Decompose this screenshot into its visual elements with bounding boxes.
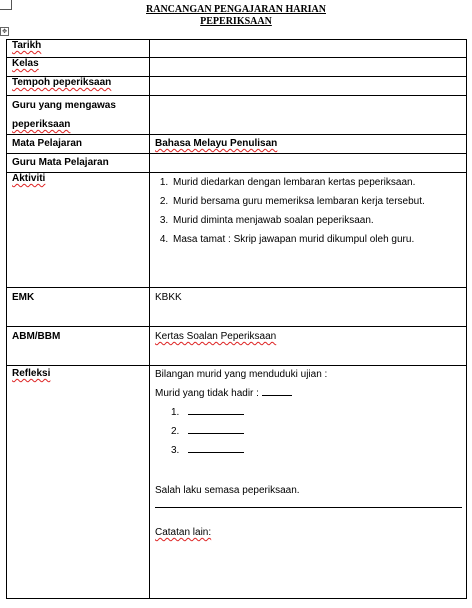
activity-item: 4. Masa tamat : Skrip jawapan murid dikumpul oleh guru. bbox=[171, 230, 466, 249]
value-tarikh[interactable] bbox=[150, 40, 467, 58]
row-tempoh bbox=[7, 77, 467, 96]
murid-tidak-hadir-text: Murid yang tidak hadir : bbox=[155, 384, 466, 403]
salah-laku-write-line[interactable] bbox=[155, 500, 462, 508]
absent-list bbox=[155, 403, 466, 460]
document-title: RANCANGAN PENGAJARAN HARIAN bbox=[146, 4, 326, 15]
activity-item: 3. Murid diminta menjawab soalan peperiksaan. bbox=[171, 211, 466, 230]
label-refleksi: Refleksi bbox=[7, 366, 150, 599]
activity-item: 2. Murid bersama guru memeriksa lembaran kerja tersebut. bbox=[171, 192, 466, 211]
label-tarikh: Tarikh bbox=[7, 40, 150, 58]
label-kelas: Kelas bbox=[7, 58, 150, 77]
bilangan-murid-text: Bilangan murid yang menduduki ujian : bbox=[155, 369, 328, 380]
label-abm: ABM/BBM bbox=[7, 327, 150, 366]
document-subtitle: PEPERIKSAAN bbox=[200, 16, 272, 27]
value-mata-pelajaran[interactable]: Bahasa Melayu Penulisan bbox=[150, 135, 467, 154]
row-kelas bbox=[7, 58, 467, 77]
row-emk bbox=[7, 288, 467, 327]
value-kelas[interactable] bbox=[150, 58, 467, 77]
lesson-plan-table bbox=[6, 39, 467, 599]
row-aktiviti bbox=[7, 173, 467, 288]
label-emk: EMK bbox=[7, 288, 150, 327]
label-guru-mp: Guru Mata Pelajaran bbox=[7, 154, 150, 173]
value-guru-awas[interactable] bbox=[150, 96, 467, 135]
activity-list bbox=[155, 173, 466, 249]
value-abm[interactable]: Kertas Soalan Peperiksaan bbox=[150, 327, 467, 366]
row-abm bbox=[7, 327, 467, 366]
row-guru-awas bbox=[7, 96, 467, 135]
row-tarikh bbox=[7, 40, 467, 58]
absent-list-item[interactable]: 1. bbox=[171, 403, 466, 422]
row-mata-pelajaran bbox=[7, 135, 467, 154]
value-refleksi[interactable] bbox=[150, 366, 467, 599]
activity-item: 1. Murid diedarkan dengan lembaran kertas peperiksaan. bbox=[171, 173, 466, 192]
table-move-handle-icon[interactable]: ✥ bbox=[1, 28, 8, 35]
catatan-lain-text: Catatan lain: bbox=[155, 527, 212, 538]
label-mata-pelajaran: Mata Pelajaran bbox=[7, 135, 150, 154]
absent-list-item[interactable]: 3. bbox=[171, 441, 466, 460]
absent-list-item[interactable]: 2. bbox=[171, 422, 466, 441]
row-refleksi bbox=[7, 366, 467, 599]
value-emk[interactable]: KBKK bbox=[150, 288, 467, 327]
row-guru-mp bbox=[7, 154, 467, 173]
value-guru-mp[interactable] bbox=[150, 154, 467, 173]
value-aktiviti[interactable] bbox=[150, 173, 467, 288]
label-guru-awas: Guru yang mengawas peperiksaan bbox=[7, 96, 150, 135]
value-tempoh[interactable] bbox=[150, 77, 467, 96]
label-aktiviti: Aktiviti bbox=[7, 173, 150, 288]
label-tempoh: Tempoh peperiksaan bbox=[7, 77, 150, 96]
salah-laku-text: Salah laku semasa peperiksaan. bbox=[155, 485, 300, 496]
